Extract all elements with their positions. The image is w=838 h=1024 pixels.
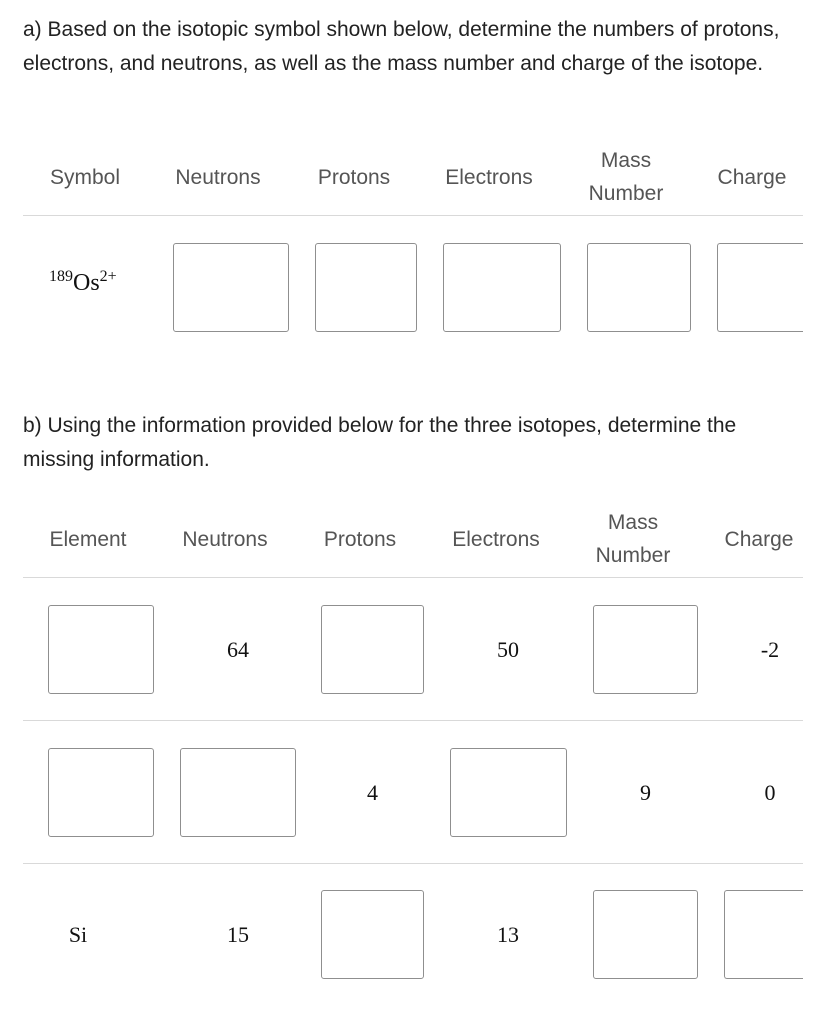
isotope-mass-superscript: 189 — [49, 268, 73, 285]
a-electrons-input[interactable] — [443, 243, 561, 332]
b-row1-protons-input[interactable] — [321, 605, 424, 694]
b-row3-protons-input[interactable] — [321, 890, 424, 979]
b-row2-charge: 0 — [764, 780, 776, 805]
b-row2-element-input[interactable] — [48, 748, 154, 837]
b-row3-neutrons: 15 — [227, 922, 249, 947]
b-row2-mass-number: 9 — [640, 780, 651, 805]
header-element: Element — [49, 528, 127, 551]
header-mass-line1: Mass — [600, 149, 652, 172]
header-charge: Charge — [724, 528, 794, 551]
header-protons: Protons — [317, 166, 391, 189]
a-protons-input[interactable] — [315, 243, 417, 332]
header-electrons: Electrons — [445, 166, 533, 189]
header-mass-line1: Mass — [607, 511, 659, 534]
b-row2-electrons-input[interactable] — [450, 748, 567, 837]
header-charge: Charge — [717, 166, 787, 189]
a-charge-input[interactable] — [717, 243, 803, 332]
header-mass-number — [583, 506, 683, 572]
question-b: b) Using the information provided below for the three isotopes, determine the missing information. — [23, 414, 737, 471]
b-row3-mass-number-input[interactable] — [593, 890, 698, 979]
row-divider — [23, 720, 803, 721]
b-row1-charge: -2 — [760, 637, 780, 662]
isotope-element: Os — [73, 270, 100, 296]
b-row1-mass-number-input[interactable] — [593, 605, 698, 694]
header-divider — [23, 577, 803, 578]
isotope-charge-superscript: 2+ — [99, 268, 117, 285]
row-divider — [23, 863, 803, 864]
header-divider — [23, 215, 803, 216]
header-protons: Protons — [323, 528, 397, 551]
header-neutrons: Neutrons — [175, 166, 261, 189]
a-mass-number-input[interactable] — [587, 243, 691, 332]
header-mass-number — [576, 144, 676, 210]
b-row3-element: Si — [68, 922, 88, 947]
b-row3-electrons: 13 — [497, 922, 519, 947]
question-a: a) Based on the isotopic symbol shown below, determine the numbers of protons, electrons, and neutrons, as well as the mass number and charge of the isotope. — [23, 18, 780, 75]
header-neutrons: Neutrons — [182, 528, 268, 551]
b-row1-neutrons: 64 — [227, 637, 249, 662]
b-row1-electrons: 50 — [497, 637, 519, 662]
header-mass-line2: Number — [588, 182, 664, 205]
a-neutrons-input[interactable] — [173, 243, 289, 332]
b-row2-protons: 4 — [367, 780, 378, 805]
isotope-symbol — [49, 270, 117, 297]
b-row3-charge-input[interactable] — [724, 890, 803, 979]
header-symbol: Symbol — [49, 166, 121, 189]
b-row2-neutrons-input[interactable] — [180, 748, 296, 837]
b-row1-element-input[interactable] — [48, 605, 154, 694]
header-electrons: Electrons — [452, 528, 540, 551]
header-mass-line2: Number — [595, 544, 671, 567]
